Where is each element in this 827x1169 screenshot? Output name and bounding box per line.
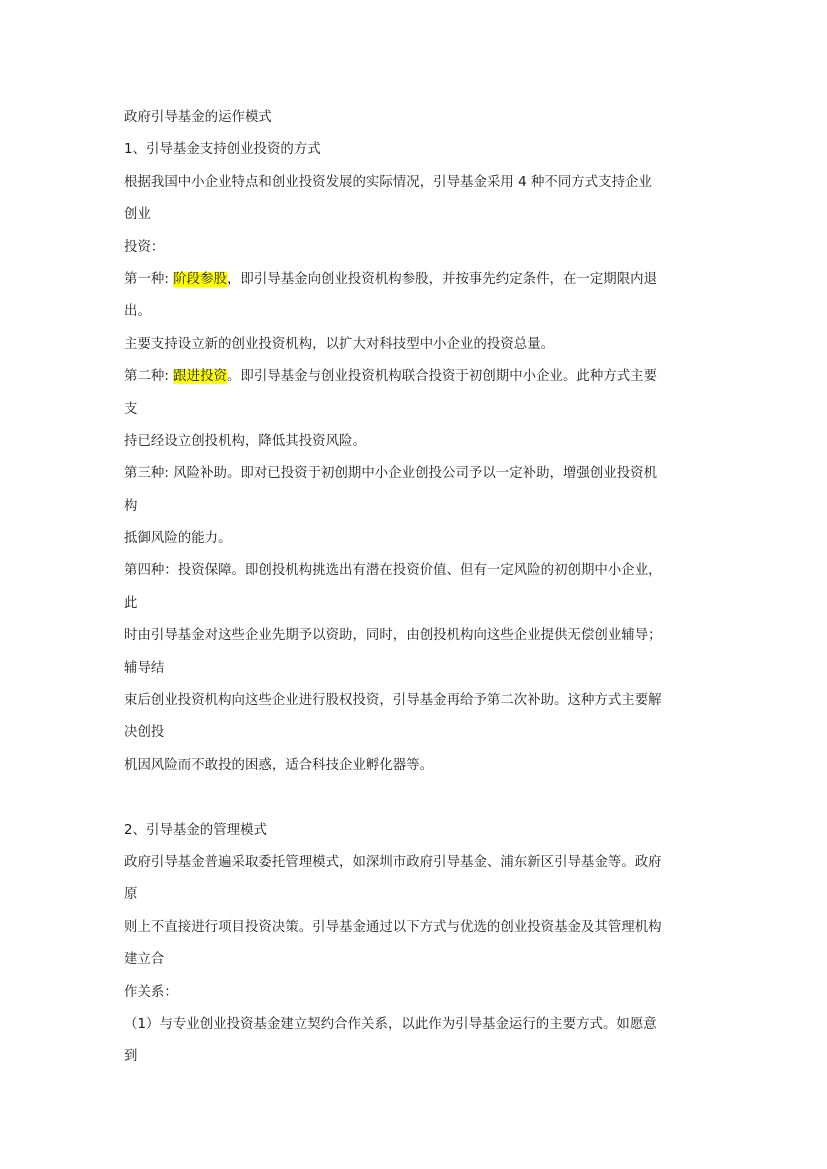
text-line: 政府引导基金的运作模式: [124, 110, 272, 125]
text-line: 此: [124, 595, 138, 611]
line-prefix: 第一种:: [124, 271, 174, 287]
text-line: 根据我国中小企业特点和创业投资发展的实际情况，引导基金采用 4 种不同方式支持企业: [124, 174, 652, 190]
text-line: 政府引导基金普遍采取委托管理模式，如深圳市政府引导基金、浦东新区引导基金等。政府: [124, 854, 662, 870]
blank-line: [124, 782, 712, 814]
text-line: 到: [124, 1049, 138, 1065]
text-line: 作关系：: [124, 984, 178, 1000]
text-line: 时由引导基金对这些企业先期予以资助，同时，由创投机构向这些企业提供无偿创业辅导；: [124, 628, 662, 644]
text-line: 则上不直接进行项目投资决策。引导基金通过以下方式与优选的创业投资基金及其管理机构: [124, 919, 662, 935]
text-line: [124, 264, 712, 296]
text-line: 1、引导基金支持创业投资的方式: [124, 142, 321, 158]
document-body: [124, 102, 712, 1074]
text-line: 抵御风险的能力。: [124, 531, 232, 547]
text-line: 机因风险而不敢投的困惑，适合科技企业孵化器等。: [124, 757, 434, 773]
text-line: 束后创业投资机构向这些企业进行股权投资，引导基金再给予第二次补助。这种方式主要解: [124, 693, 662, 709]
text-line: 主要支持设立新的创业投资机构，以扩大对科技型中小企业的投资总量。: [124, 336, 555, 352]
text-line: [124, 361, 712, 393]
text-line: 投资：: [124, 239, 165, 255]
text-line: 支: [124, 401, 138, 417]
text-line: 辅导结: [124, 660, 165, 676]
text-line: 出。: [124, 304, 151, 320]
line-suffix: 。即引导基金与创业投资机构联合投资于初创期中小企业。此种方式主要: [226, 369, 658, 385]
text-line: 构: [124, 498, 138, 514]
text-line: （1）与专业创业投资基金建立契约合作关系，以此作为引导基金运行的主要方式。如愿意: [124, 1016, 657, 1032]
text-line: 第四种：投资保障。即创投机构挑选出有潜在投资价值、但有一定风险的初创期中小企业，: [124, 563, 662, 579]
line-suffix: ，即引导基金向创业投资机构参股，并按事先约定条件，在一定期限内退: [226, 271, 658, 287]
text-line: 原: [124, 887, 138, 903]
text-line: 决创投: [124, 725, 165, 741]
text-line: 建立合: [124, 952, 165, 968]
highlighted-term: 跟进投资: [173, 369, 227, 385]
text-line: 创业: [124, 207, 151, 223]
text-line: 2、引导基金的管理模式: [124, 822, 267, 838]
text-line: 第三种: 风险补助。即对已投资于初创期中小企业创投公司予以一定补助，增强创业投资机: [124, 466, 658, 482]
line-prefix: 第二种:: [124, 369, 174, 385]
highlighted-term: 阶段参股: [173, 271, 227, 287]
text-line: 持已经设立创投机构，降低其投资风险。: [124, 433, 366, 449]
